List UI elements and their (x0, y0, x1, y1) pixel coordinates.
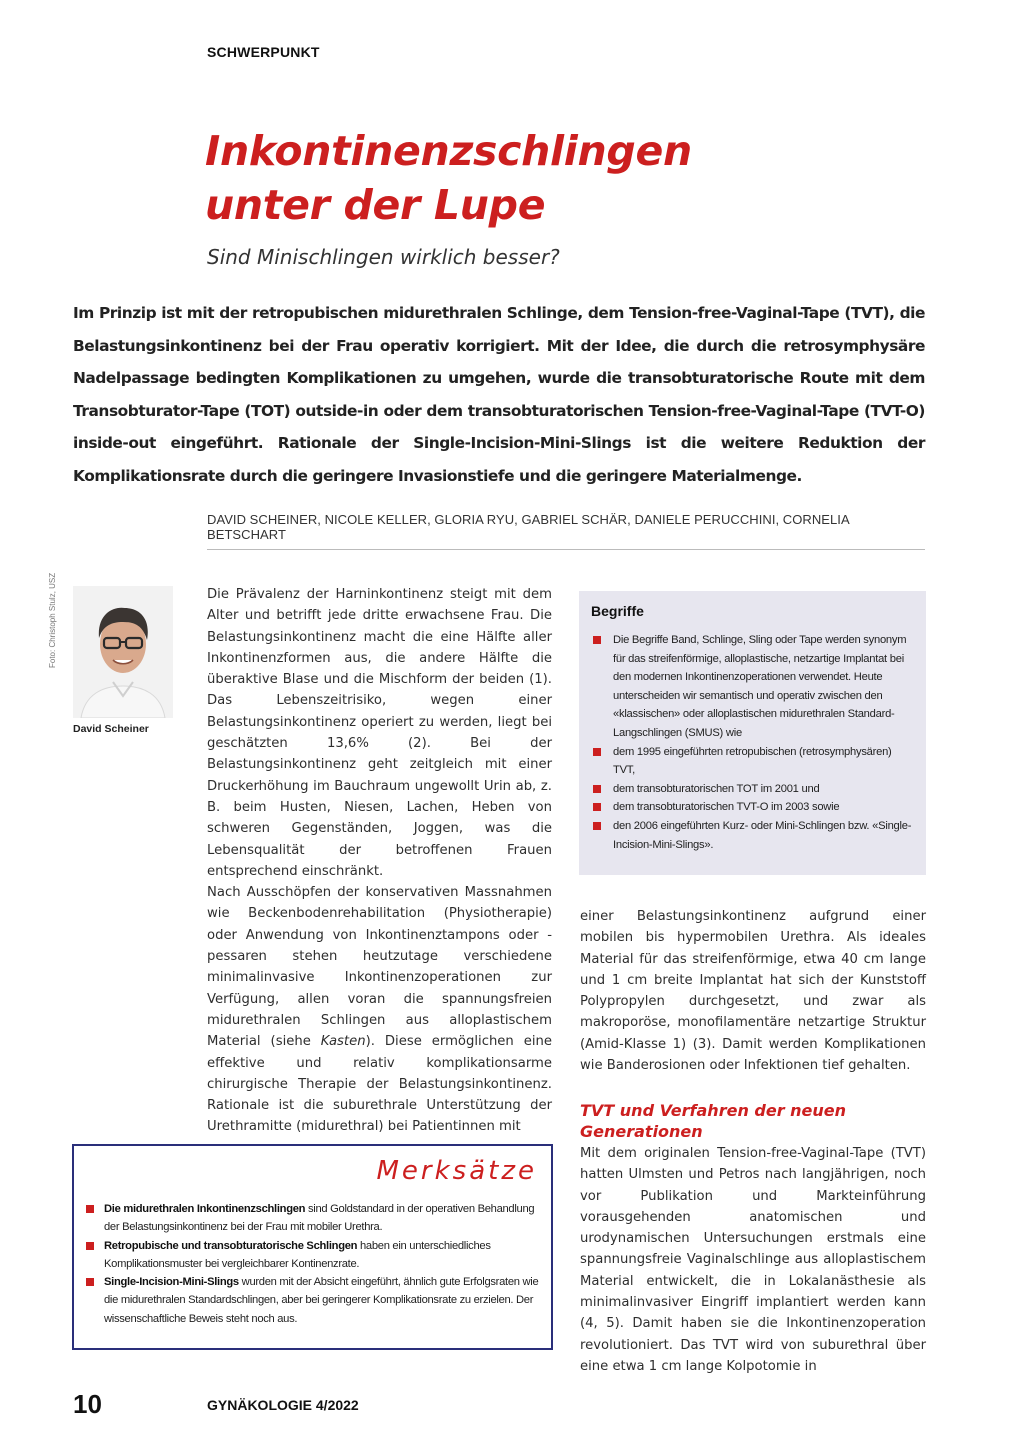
begriffe-item-text: dem transobturatorischen TVT-O im 2003 sowie (613, 801, 840, 814)
begriffe-item (591, 631, 914, 743)
article-title-line-1: Inkontinenzschlingen (205, 127, 692, 175)
article-subtitle: Sind Minischlingen wirklich besser? (207, 245, 560, 269)
portrait-photo-icon (73, 586, 173, 718)
lead-paragraph: Im Prinzip ist mit der retropubischen midurethralen Schlinge, dem Tension-free-Vaginal-Tape (TVT), die Belastungsinkontinenz bei der Frau operativ korrigiert. Mit der Idee, die durch die retrosymphysäre Nadelpassage bedingten Komplikationen zu umgehen, wurde die transobturatorische Route mit dem Transobturator-Tape (TOT) outside-in oder dem transobturatorischen Tension-free-Vaginal-Tape (TVT-O) inside-out eingeführt. Rationale der Single-Incision-Mini-Slings ist die weitere Reduktion der Komplikationsrate durch die geringere Invasionstiefe und die geringere Materialmenge. (73, 304, 925, 485)
begriffe-item-text: dem 1995 eingeführten retropubischen (retrosymphysären) TVT, (613, 745, 892, 777)
journal-name: GYNÄKOLOGIE 4/2022 (207, 1397, 359, 1413)
body-paragraph: Die Prävalenz der Harninkontinenz steigt mit dem Alter und betrifft jede dritte erwachsene Frau. Die Belastungsinkontinenz macht die eine Hälfte aller Inkontinenzformen aus, die andere Hälfte die überaktive Blase und die Mischform der beiden (1). Das Lebenszeitrisiko, wegen einer Belastungsinkontinenz operiert zu werden, liegt bei geschätzten 13,6% (2). Bei der Belastungsinkontinenz geht zeitgleich mit einer Druckerhöhung im Bauchraum ungewollt Urin ab, z. B. beim Husten, Niesen, Lachen, Heben von schweren Gegenständen, Joggen, was die Lebensqualität der betroffenen Frauen entsprechend einschränkt. (207, 587, 552, 879)
body-emphasis: Kasten (320, 1034, 366, 1050)
body-text: ). Diese ermöglichen eine effektive und relativ komplikationsarme chirurgische Therapie der Belastungsinkontinenz. Rationale ist die suburethrale Unterstützung der Urethramitte (midurethral) bei Patientinnen mit (207, 1034, 552, 1135)
article-title-line-2: unter der Lupe (205, 181, 546, 229)
body-column-left (207, 584, 552, 1138)
begriffe-box (579, 591, 926, 875)
red-square-bullet-icon (86, 1205, 94, 1213)
begriffe-item-text: den 2006 eingeführten Kurz- oder Mini-Schlingen bzw. «Single-Incision-Mini-Slings». (613, 819, 912, 851)
section-label: SCHWERPUNKT (207, 44, 320, 60)
merksaetze-item-bold: Retropubische und transobturatorische Schlingen (104, 1239, 358, 1252)
merksaetze-item-bold: Single-Incision-Mini-Slings (104, 1276, 239, 1289)
merksaetze-box (72, 1144, 553, 1350)
photo-credit: Foto: Christoph Stulz, USZ (48, 572, 57, 668)
merksaetze-item (84, 1273, 539, 1328)
page-number: 10 (73, 1389, 102, 1419)
body-column-right-top (580, 906, 926, 1076)
red-square-bullet-icon (593, 748, 601, 756)
body-paragraph: Mit dem originalen Tension-free-Vaginal-Tape (TVT) hatten Ulmsten und Petros nach langjährigen, noch vor Publikation und Markteinführung vorausgehenden anatomischen und urodynamischen Untersuchungen erstmals eine spannungsfreie Vaginalschlinge aus alloplastischem Material entwickelt, die in Lokalanästhesie als minimalinvasiver Eingriff implantiert werden kann (4, 5). Damit haben sie die Inkontinenzoperation revolutioniert. Das TVT wird von suburethral über eine etwa 1 cm lange Kolpotomie in (580, 1146, 926, 1374)
body-column-right-bottom (580, 1143, 926, 1377)
author-portrait (73, 586, 173, 718)
begriffe-item (591, 780, 914, 799)
red-square-bullet-icon (593, 785, 601, 793)
merksaetze-item (84, 1200, 539, 1237)
merksaetze-item (84, 1237, 539, 1274)
article-title (205, 124, 925, 232)
merksaetze-item-bold: Die midurethralen Inkontinenzschlingen (104, 1203, 306, 1215)
red-square-bullet-icon (593, 822, 601, 830)
merksaetze-item-text: sind Goldstandard in der operativen Behandlung der Belastungsinkontinenz bei der Frau mit mobiler Urethra. (104, 1203, 535, 1234)
begriffe-title: Begriffe (591, 603, 644, 619)
merksaetze-item-text: haben ein unterschiedliches Komplikationsmuster bei vergleichbarer Kontinenzrate. (104, 1239, 491, 1270)
merksaetze-item-text: wurden mit der Absicht eingeführt, ähnlich gute Erfolgsraten wie die midurethralen Standardschlingen, aber bei geringerer Komplikationsrate zu erzielen. Der wissenschaftliche Beweis steht noch aus. (104, 1276, 539, 1325)
begriffe-item-text: dem transobturatorischen TOT im 2001 und (613, 782, 820, 795)
red-square-bullet-icon (593, 636, 601, 644)
begriffe-item (591, 798, 914, 817)
section-subheading: TVT und Verfahren der neuen Generationen (580, 1101, 847, 1141)
red-square-bullet-icon (593, 803, 601, 811)
begriffe-item-text: Die Begriffe Band, Schlinge, Sling oder Tape werden synonym für das streifenförmige, alloplastische, netzartige Implantat bei den modernen Inkontinenzoperationen verwendet. Heute unterscheiden wir semantisch und operativ zwischen den «klassischen» oder alloplastischen midurethralen Standard-Langschlingen (SMUS) wie (613, 634, 907, 739)
begriffe-item (591, 743, 914, 780)
author-list: DAVID SCHEINER, NICOLE KELLER, GLORIA RYU, GABRIEL SCHÄR, DANIELE PERUCCHINI, CORNELIA BETSCHART (207, 512, 925, 550)
body-paragraph (207, 882, 552, 1138)
red-square-bullet-icon (86, 1242, 94, 1250)
photo-caption: David Scheiner (73, 723, 149, 735)
body-paragraph: einer Belastungsinkontinenz aufgrund einer mobilen bis hypermobilen Urethra. Als ideales Material für das streifenförmige, etwa 40 cm lange und 1 cm breite Implantat hat sich der Kunststoff Polypropylen durchgesetzt, und zwar als makroporöse, monofilamentäre netzartige Struktur (Amid-Klasse 1) (3). Damit werden Komplikationen wie Banderosionen oder Infektionen tief gehalten. (580, 909, 926, 1074)
red-square-bullet-icon (86, 1278, 94, 1286)
body-text: Nach Ausschöpfen der konservativen Massnahmen wie Beckenbodenrehabilitation (Physiotherapie) oder Anwendung von Inkontinenztampons oder -pessaren stehen heutzutage verschiedene minimalinvasive Inkontinenzoperationen zur Verfügung, allen voran die spannungsfreien midurethralen Schlingen aus alloplastischem Material (siehe (207, 885, 552, 1050)
begriffe-item (591, 817, 914, 854)
merksaetze-title: Merksätze (376, 1156, 537, 1186)
